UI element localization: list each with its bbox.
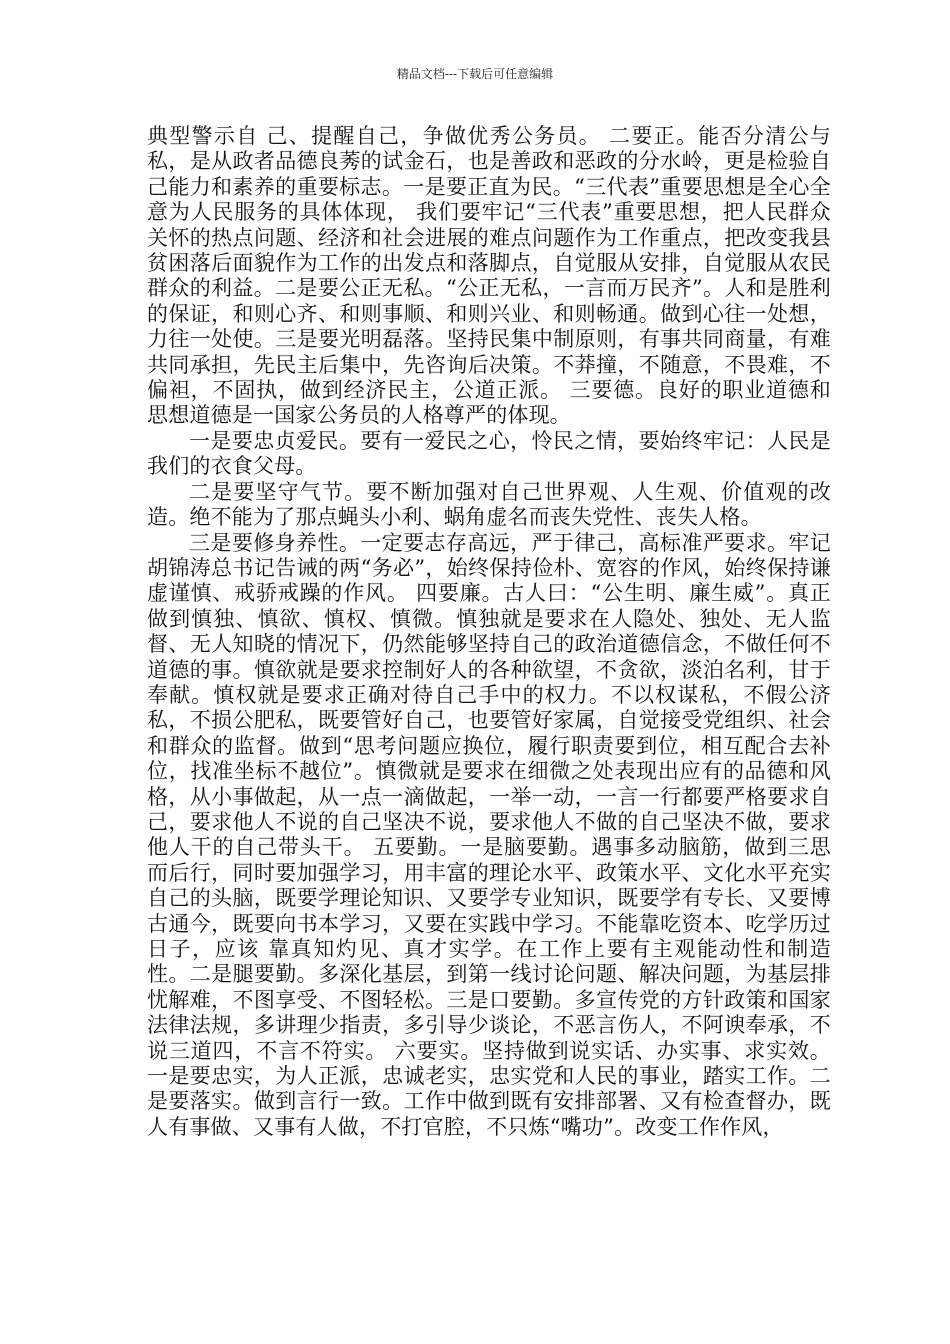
- page-header: 精品文档---下载后可任意编辑: [396, 67, 554, 81]
- paragraph-1: 典型警示自 己、提醒自己，争做优秀公务员。 二要正。能否分清公与私，是从政者品德良莠的试金石，也是善政和恶政的分水岭，更是检验自己能力和素养的重要标志。一是要正直为民。“三代表”重要思想是全心全意为人民服务的具体体现， 我们要牢记“三代表”重要思想，把人民群众关怀的热点问题、经济和社会进展的难点问题作为工作重点，把改变我县贫困落后面貌作为工作的出发点和落脚点，自觉服从安排，自觉服从农民群众的利益。二是要公正无私。“公正无私，一言而万民齐”。人和是胜利的保证，和则心齐、和则事顺、和则兴业、和则畅通。做到心往一处想，力往一处使。三是要光明磊落。坚持民集中制原则，有事共同商量，有难共同承担，先民主后集中，先咨询后决策。不莽撞，不随意，不畏难，不偏袒，不固执，做到经济民主，公道正派。 三要德。良好的职业道德和思想道德是一国家公务员的人格尊严的体现。: [147, 124, 831, 428]
- document-body: [147, 124, 831, 1140]
- paragraph-2: 一是要忠贞爱民。要有一爱民之心，怜民之情，要始终牢记：人民是我们的衣食父母。: [147, 428, 831, 479]
- paragraph-4: 三是要修身养性。一定要志存高远，严于律己，高标准严要求。牢记胡锦涛总书记告诫的两“务必”，始终保持俭朴、宽容的作风，始终保持谦虚谨慎、戒骄戒躁的作风。 四要廉。古人曰：“公生明、廉生威”。真正做到慎独、慎欲、慎权、慎微。慎独就是要求在人隐处、独处、无人监督、无人知晓的情况下，仍然能够坚持自己的政治道德信念，不做任何不道德的事。慎欲就是要求控制好人的各种欲望，不贪欲，淡泊名利，甘于奉献。慎权就是要求正确对待自己手中的权力。不以权谋私，不假公济私，不损公肥私，既要管好自己，也要管好家属，自觉接受党组织、社会和群众的监督。做到“思考问题应换位，履行职责要到位，相互配合去补位，找准坐标不越位”。慎微就是要求在细微之处表现出应有的品德和风格，从小事做起，从一点一滴做起，一举一动，一言一行都要严格要求自己，要求他人不说的自己坚决不说，要求他人不做的自己坚决不做，要求他人干的自己带头干。 五要勤。一是脑要勤。遇事多动脑筋，做到三思而后行，同时要加强学习，用丰富的理论水平、政策水平、文化水平充实自己的头脑，既要学理论知识、又要学专业知识，既要学有专长、又要博古通今，既要向书本学习，又要在实践中学习。不能靠吃资本、吃学历过日子，应该 靠真知灼见、真才实学。在工作上要有主观能动性和制造性。二是腿要勤。多深化基层，到第一线讨论问题、解决问题，为基层排忧解难，不图享受、不图轻松。三是口要勤。多宣传党的方针政策和国家法律法规，多讲理少指责，多引导少谈论，不恶言伤人，不阿谀奉承，不说三道四，不言不符实。 六要实。坚持做到说实话、办实事、求实效。一是要忠实，为人正派，忠诚老实，忠实党和人民的事业，踏实工作。二是要落实。做到言行一致。工作中做到既有安排部署、又有检查督办，既人有事做、又事有人做，不打官腔，不只炼“嘴功”。改变工作作风，: [147, 530, 831, 1139]
- paragraph-3: 二是要坚守气节。要不断加强对自己世界观、人生观、价值观的改 造。绝不能为了那点蝇头小利、蜗角虚名而丧失党性、丧失人格。: [147, 479, 831, 530]
